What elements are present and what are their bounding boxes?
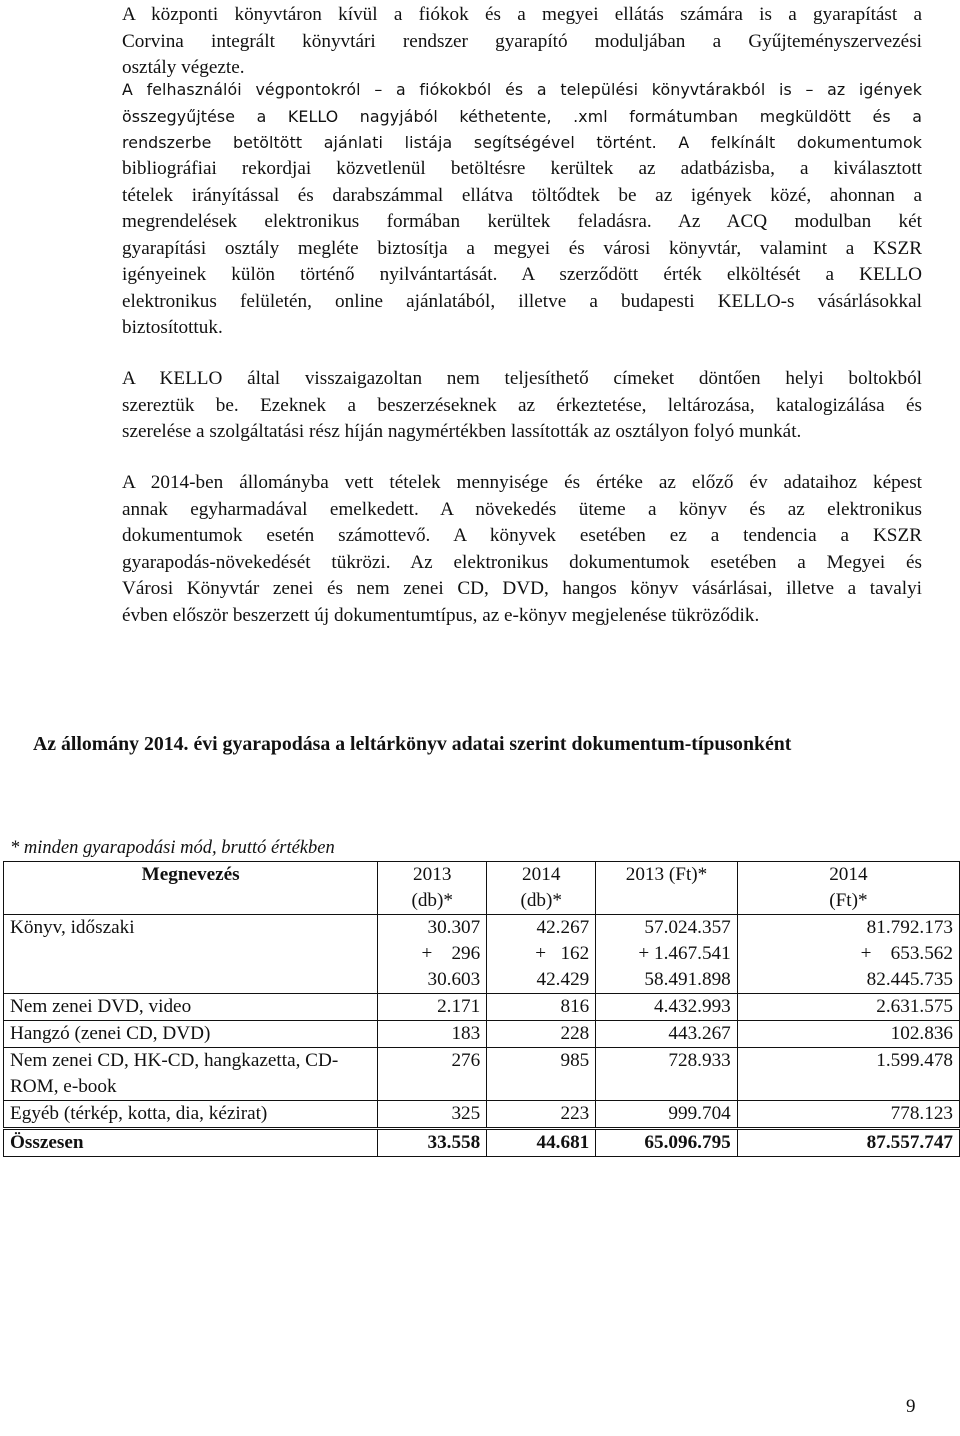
paragraph-line: megrendelések elektronikus formában kerültek feladásra. Az ACQ modulban két bbox=[122, 211, 922, 232]
cell-line: + 1.467.541 bbox=[638, 943, 731, 964]
paragraph-line: igényeinek külön történő nyilvántartását. A szerződött érték elköltését a KELLO bbox=[122, 264, 922, 285]
paragraph-line: összegyűjtése a KELLO nagyjából kéthetente, .xml formátumban megküldött és a bbox=[122, 106, 922, 126]
header-line: (db)* bbox=[411, 890, 453, 911]
cell-2014-db: 816 bbox=[487, 994, 596, 1021]
header-line: (Ft)* bbox=[829, 890, 868, 911]
section-title: Az állomány 2014. évi gyarapodása a leltárkönyv adatai szerint dokumentum-típusonként bbox=[33, 733, 792, 755]
table-row bbox=[4, 1021, 960, 1048]
row-name: Nem zenei CD, HK-CD, hangkazetta, CD-ROM, e-book bbox=[4, 1048, 378, 1101]
cell-2014-db: 223 bbox=[487, 1101, 596, 1129]
cell-line: 57.024.357 bbox=[644, 917, 731, 938]
paragraph-line: gyarapodás-növekedését tükrözi. Az elektronikus dokumentumok esetében a Megyei és bbox=[122, 551, 922, 573]
cell-line: 81.792.173 bbox=[866, 917, 953, 938]
total-2013-db: 33.558 bbox=[378, 1129, 487, 1157]
cell-2013-db: 276 bbox=[378, 1048, 487, 1101]
cell-line: + 162 bbox=[535, 943, 590, 964]
table-row bbox=[4, 1048, 960, 1101]
table-row bbox=[4, 915, 960, 994]
paragraph-line: A KELLO által visszaigazoltan nem teljesíthető címeket döntően helyi boltokból bbox=[122, 368, 922, 389]
cell-2014-db: 985 bbox=[487, 1048, 596, 1101]
paragraph-2 bbox=[122, 77, 922, 157]
cell-2014-ft bbox=[737, 915, 959, 994]
paragraph-line: bibliográfiai rekordjai közvetlenül betöltésre kerültek az adatbázisba, a kiválasztott bbox=[122, 158, 922, 179]
cell-line: 82.445.735 bbox=[866, 969, 953, 990]
paragraph-line: osztály végezte. bbox=[122, 57, 245, 78]
table-row bbox=[4, 1101, 960, 1129]
paragraph-3 bbox=[122, 156, 922, 342]
cell-2014-ft: 778.123 bbox=[737, 1101, 959, 1129]
total-2014-db: 44.681 bbox=[487, 1129, 596, 1157]
header-2013-ft: 2013 (Ft)* bbox=[596, 862, 738, 915]
header-line: (db)* bbox=[520, 890, 563, 911]
cell-2014-db bbox=[487, 915, 596, 994]
paragraph-4 bbox=[122, 366, 922, 446]
cell-line: 42.429 bbox=[536, 969, 590, 990]
paragraph-line: évben először beszerzett új dokumentumtípus, az e-könyv megjelenése tükröződik. bbox=[122, 604, 760, 626]
header-name: Megnevezés bbox=[4, 862, 378, 915]
header-line: 2013 bbox=[413, 864, 452, 885]
paragraph-line: biztosítottuk. bbox=[122, 317, 223, 338]
cell-2014-db: 228 bbox=[487, 1021, 596, 1048]
cell-2013-ft: 443.267 bbox=[596, 1021, 738, 1048]
paragraph-line: tételek irányítással és darabszámmal ellátva töltődtek be az igények közé, ahonnan a bbox=[122, 184, 922, 206]
paragraph-line: Városi Könyvtár zenei és nem zenei CD, DVD, hangos könyv vásárlásai, illetve a tavalyi bbox=[122, 578, 922, 599]
cell-2013-ft: 4.432.993 bbox=[596, 994, 738, 1021]
paragraph-line: szereztük be. Ezeknek a beszerzéseknek az érkeztetése, leltározása, katalogizálása és bbox=[122, 394, 922, 416]
cell-line: + 296 bbox=[421, 943, 481, 964]
cell-2013-ft bbox=[596, 915, 738, 994]
cell-2013-db: 2.171 bbox=[378, 994, 487, 1021]
acquisition-table bbox=[3, 861, 960, 1157]
paragraph-line: A központi könyvtáron kívül a fiókok és a megyei ellátás számára is a gyarapítást a bbox=[122, 4, 922, 25]
cell-2014-ft: 2.631.575 bbox=[737, 994, 959, 1021]
cell-2013-ft: 728.933 bbox=[596, 1048, 738, 1101]
paragraph-line: A 2014-ben állományba vett tételek mennyisége és értéke az előző év adataihoz képest bbox=[122, 472, 922, 493]
row-name: Egyéb (térkép, kotta, dia, kézirat) bbox=[4, 1101, 378, 1129]
header-2014-db bbox=[487, 862, 596, 915]
cell-line: 58.491.898 bbox=[644, 969, 731, 990]
total-2014-ft: 87.557.747 bbox=[737, 1129, 959, 1157]
paragraph-line: elektronikus felületén, online ajánlatából, illetve a budapesti KELLO-s vásárlásokkal bbox=[122, 290, 922, 312]
paragraph-line: rendszerbe betöltött ajánlati listája segítségével történt. A felkínált dokumentumok bbox=[122, 133, 922, 152]
cell-2014-ft: 102.836 bbox=[737, 1021, 959, 1048]
paragraph-line: szerelése a szolgáltatási rész híján nagymértékben lassították az osztályon folyó munkát. bbox=[122, 421, 802, 442]
table-total-row bbox=[4, 1129, 960, 1157]
table-header-row bbox=[4, 862, 960, 915]
cell-line: 30.307 bbox=[427, 917, 481, 938]
total-2013-ft: 65.096.795 bbox=[596, 1129, 738, 1157]
cell-2013-db bbox=[378, 915, 487, 994]
table-row bbox=[4, 994, 960, 1021]
paragraph-5 bbox=[122, 470, 922, 629]
cell-2014-ft: 1.599.478 bbox=[737, 1048, 959, 1101]
cell-line: + 653.562 bbox=[860, 943, 953, 964]
cell-2013-db: 325 bbox=[378, 1101, 487, 1129]
paragraph-1 bbox=[122, 2, 922, 82]
table-note: * minden gyarapodási mód, bruttó értékben bbox=[10, 838, 335, 858]
header-line: 2014 bbox=[829, 864, 868, 885]
paragraph-line: A felhasználói végpontokról – a fiókokból és a települési könyvtárakból is – az igények bbox=[122, 80, 922, 99]
cell-line: 30.603 bbox=[427, 969, 481, 990]
paragraph-line: Corvina integrált könyvtári rendszer gyarapító moduljában a Gyűjteményszervezési bbox=[122, 30, 922, 52]
header-2013-db bbox=[378, 862, 487, 915]
header-line: 2014 bbox=[522, 864, 561, 885]
cell-line: 42.267 bbox=[536, 917, 590, 938]
paragraph-line: gyarapítási osztály megléte biztosítja a megyei és városi könyvtár, valamint a KSZR bbox=[122, 237, 922, 259]
cell-2013-ft: 999.704 bbox=[596, 1101, 738, 1129]
row-name: Hangzó (zenei CD, DVD) bbox=[4, 1021, 378, 1048]
cell-2013-db: 183 bbox=[378, 1021, 487, 1048]
paragraph-line: dokumentumok esetén számottevő. A könyvek esetében ez a tendencia a KSZR bbox=[122, 525, 922, 546]
total-name: Összesen bbox=[4, 1129, 378, 1157]
page-number: 9 bbox=[906, 1396, 916, 1417]
row-name: Könyv, időszaki bbox=[4, 915, 378, 994]
row-name: Nem zenei DVD, video bbox=[4, 994, 378, 1021]
paragraph-line: annak egyharmadával emelkedett. A növekedés üteme a könyv és az elektronikus bbox=[122, 498, 922, 520]
header-2014-ft bbox=[737, 862, 959, 915]
